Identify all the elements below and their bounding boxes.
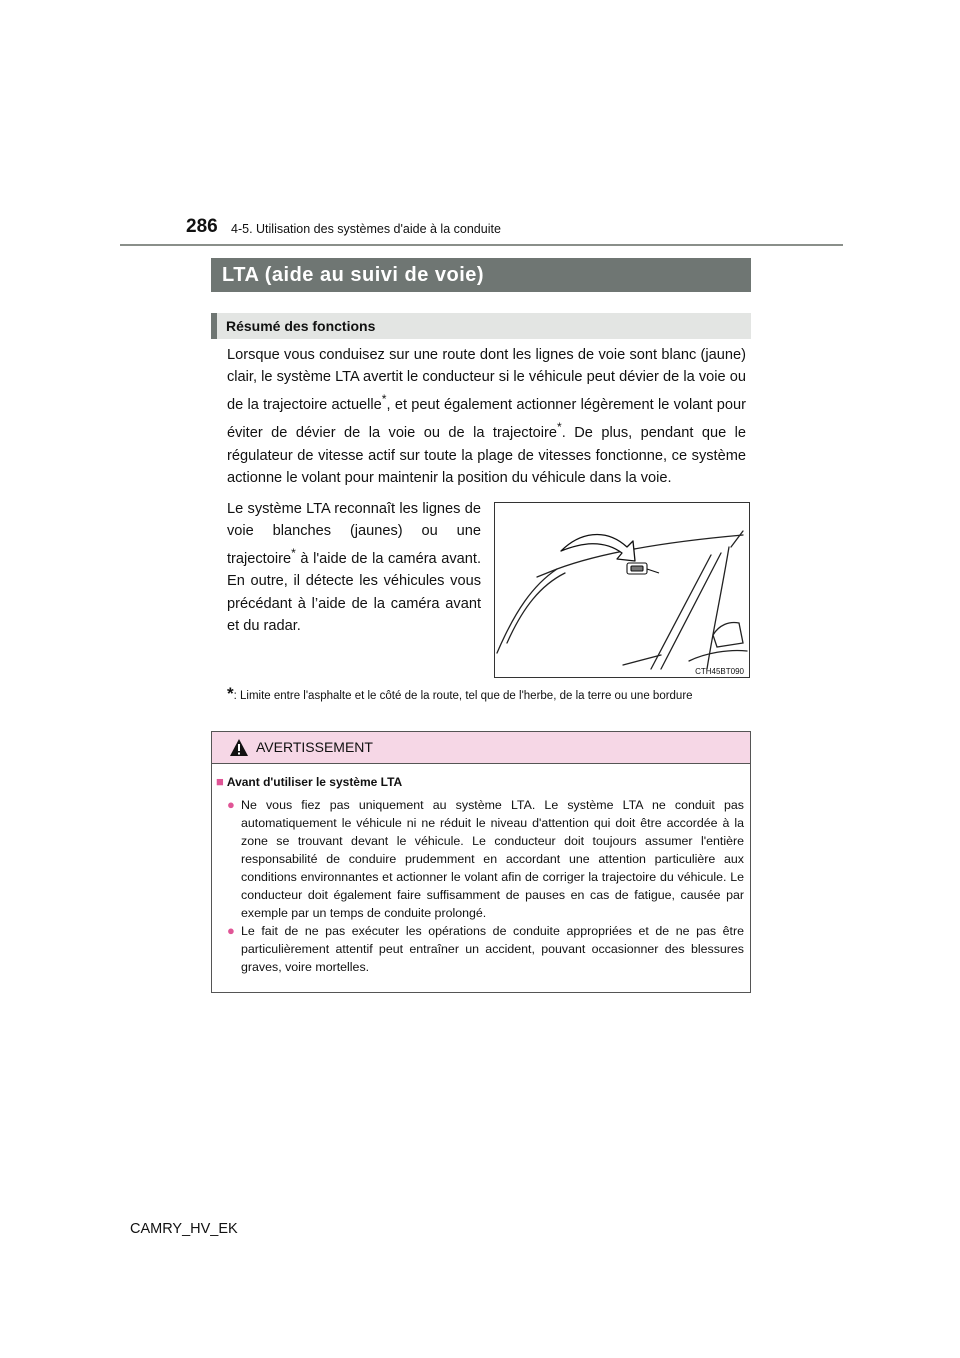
warning-triangle-icon <box>229 738 249 757</box>
figure-code: CTH45BT090 <box>695 667 744 676</box>
detection-paragraph: Le système LTA reconnaît les lignes de voie blanches (jaunes) ou une trajectoire* à l'aide de la caméra avant. En outre, il détecte les véhicules vous précédant à l’aide de la caméra avant et du radar. <box>227 501 481 634</box>
square-marker-icon: ■ <box>216 774 224 789</box>
footnote-mark: * <box>227 684 234 703</box>
intro-paragraph: Lorsque vous conduisez sur une route dont les lignes de voie sont blanc (jaune) clair, le système LTA avertit le conducteur si le véhicule peut dévier de la voie ou de la trajectoire actuelle*, et peut également actionner légèrement le volant pour éviter de dévier de la voie ou de la trajectoire*. De plus, pendant que le régulateur de vitesse actif sur toute la plage de vitesses fonctionne, ce système actionne le volant pour maintenir la position du véhicule dans la voie. <box>227 347 746 486</box>
windshield-camera-illustration-icon <box>495 503 749 677</box>
warning-header <box>212 732 750 764</box>
asterisk-mark: * <box>557 420 562 435</box>
page-title: LTA (aide au suivi de voie) <box>211 258 751 292</box>
document-code: CAMRY_HV_EK <box>130 1221 238 1237</box>
header-divider <box>120 244 843 246</box>
footnote-text: : Limite entre l'asphalte et le côté de la route, tel que de l'herbe, de la terre ou une bordure <box>233 690 693 702</box>
bullet-dot-icon: ● <box>227 797 235 812</box>
warning-heading: ■ Avant d'utiliser le système LTA <box>216 774 403 789</box>
section-subtitle: Résumé des fonctions <box>211 313 751 339</box>
section-label: 4-5. Utilisation des systèmes d'aide à la conduite <box>231 222 501 236</box>
asterisk-mark: * <box>291 546 296 561</box>
page-number: 286 <box>186 216 218 237</box>
warning-box <box>211 731 751 993</box>
bullet-dot-icon: ● <box>227 923 235 938</box>
warning-bullet: ● Ne vous fiez pas uniquement au système LTA. Le système LTA ne conduit pas automatiquement le véhicule ni ne réduit le niveau d'attention qui doit être accordée à la zone se trouvant devant le véhicule. Le conducteur doit toujours assumer l'entière responsabilité de conduire prudemment en accordant une attention particulière aux conditions environnantes et actionner le volant afin de corriger la trajectoire du véhicule. Le conducteur doit également faire suffisamment de pauses en cas de fatigue, causée par exemple par un temps de conduite prolongé. <box>227 797 744 920</box>
warning-bullet: ● Le fait de ne pas exécuter les opérations de conduite appropriées et de ne pas être particulièrement attentif peut entraîner un accident, pouvant occasionner des blessures graves, voire mortelles. <box>227 923 744 974</box>
warning-title: AVERTISSEMENT <box>256 739 373 755</box>
windshield-camera-figure <box>494 502 750 678</box>
asterisk-mark: * <box>381 392 387 407</box>
footnote <box>227 685 747 705</box>
